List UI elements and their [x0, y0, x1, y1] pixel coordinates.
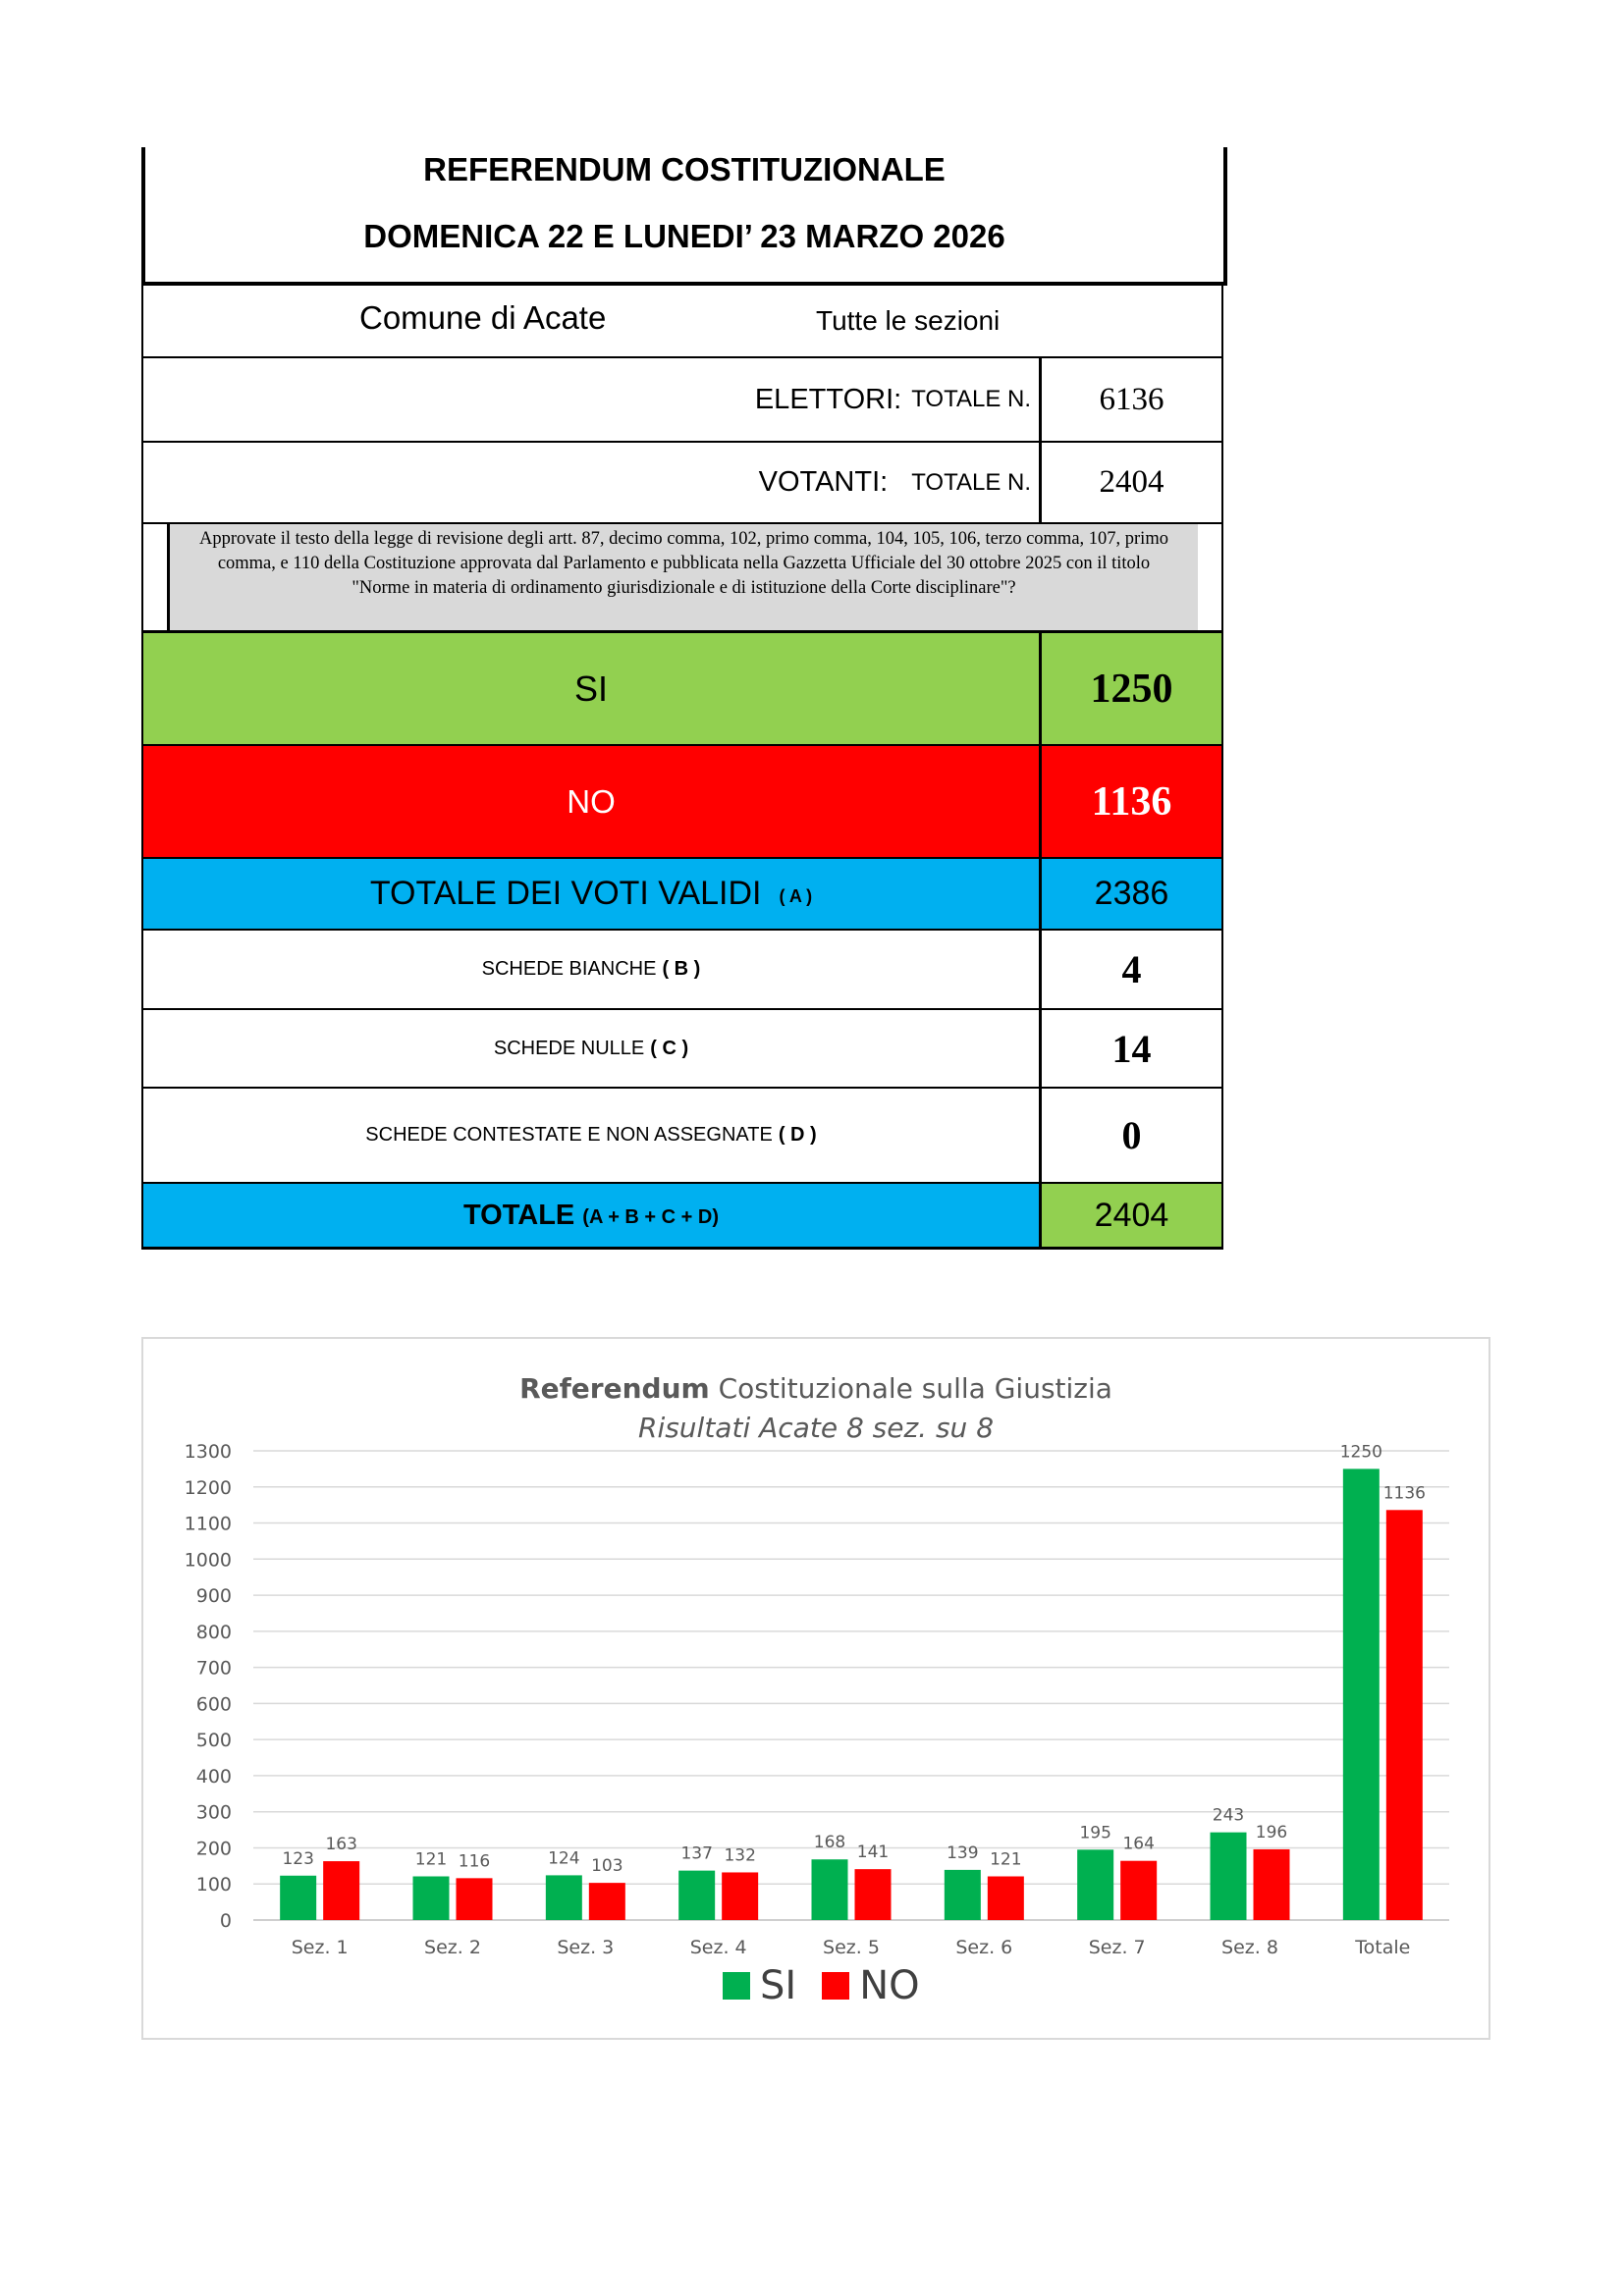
legend-item-si: [723, 1963, 796, 2008]
bar-si: [1343, 1468, 1380, 1920]
y-tick-label: 1000: [184, 1549, 232, 1572]
elettori-label-cell: [143, 358, 1042, 441]
comune-name: Comune di Acate: [359, 299, 607, 336]
data-label: 132: [724, 1845, 756, 1866]
votanti-label-cell: [143, 443, 1042, 522]
bar-chart: [143, 1339, 1489, 2038]
nulle-value-cell: [1042, 1010, 1221, 1087]
elettori-value-cell: [1042, 358, 1221, 441]
votanti-value-cell: [1042, 443, 1221, 522]
bar-si: [678, 1871, 715, 1920]
validi-value-cell: [1042, 859, 1221, 929]
totale-value-cell: [1042, 1184, 1221, 1247]
no-label: NO: [567, 782, 616, 820]
y-tick-label: 200: [195, 1838, 232, 1860]
y-tick-label: 1200: [184, 1476, 232, 1499]
chart-container: [141, 1337, 1490, 2040]
bar-no: [1254, 1849, 1290, 1920]
data-label: 121: [414, 1849, 448, 1870]
totale-label: TOTALE: [462, 1199, 575, 1231]
y-tick-label: 600: [195, 1693, 232, 1716]
validi-label-cell: [143, 859, 1042, 929]
bar-si: [546, 1875, 582, 1920]
data-label: 103: [591, 1856, 623, 1877]
y-tick-label: 500: [195, 1730, 232, 1752]
y-tick-label: 800: [195, 1621, 232, 1643]
validi-row: [141, 859, 1223, 931]
nulle-row: [141, 1010, 1223, 1089]
x-tick-label: Sez. 4: [689, 1937, 747, 1958]
x-tick-label: Sez. 8: [1221, 1937, 1278, 1958]
legend-item-no: [822, 1963, 919, 2008]
elettori-sublabel: TOTALE N.: [911, 386, 1031, 412]
x-tick-label: Sez. 1: [291, 1937, 349, 1958]
data-label: 141: [856, 1842, 890, 1863]
contestate-value: 0: [1121, 1113, 1142, 1157]
bianche-row: [141, 931, 1223, 1010]
elettori-label: ELETTORI:: [754, 383, 902, 415]
data-label: 1136: [1382, 1483, 1426, 1504]
si-value: 1250: [1090, 666, 1173, 712]
bianche-label: SCHEDE BIANCHE: [481, 958, 657, 980]
bar-no: [988, 1877, 1024, 1920]
bar-si: [945, 1870, 981, 1920]
chart-title-rest: Costituzionale sulla Giustizia: [718, 1372, 1112, 1405]
chart-subtitle: Risultati Acate 8 sez. su 8: [637, 1412, 995, 1444]
nulle-tag: ( C ): [650, 1037, 689, 1059]
x-tick-label: Totale: [1355, 1937, 1411, 1958]
si-label: SI: [573, 667, 608, 709]
no-row: [141, 746, 1223, 859]
totale-label-cell: [143, 1184, 1042, 1247]
no-label-cell: [143, 746, 1042, 857]
bianche-value-cell: [1042, 931, 1221, 1008]
chart-title-bold: Referendum: [519, 1372, 710, 1405]
votanti-sublabel: TOTALE N.: [911, 468, 1031, 496]
x-tick-label: Sez. 7: [1088, 1937, 1146, 1958]
y-tick-label: 0: [219, 1910, 232, 1932]
data-label: 123: [282, 1848, 314, 1869]
elettori-value: 6136: [1099, 381, 1164, 417]
totale-tag: (A + B + C + D): [582, 1205, 720, 1228]
contestate-label-cell: [143, 1089, 1042, 1182]
x-tick-label: Sez. 5: [823, 1937, 880, 1958]
nulle-label-cell: [143, 1010, 1042, 1087]
data-label: 121: [990, 1849, 1022, 1870]
data-label: 164: [1122, 1834, 1155, 1854]
si-label-cell: [143, 633, 1042, 744]
legend-swatch-no: [822, 1972, 849, 2000]
results-table: [141, 147, 1223, 1247]
x-tick-label: Sez. 2: [424, 1937, 481, 1958]
quesito-text: Approvate il testo della legge di revisione degli artt. 87, decimo comma, 102, primo comma, 104, 105, 106, terzo comma, 107, primo comma, e 110 della Costituzione approvata dal Parlamento e pubblicata nella Gazzetta Ufficiale del 30 ottobre 2025 con il titolo "Norme in materia di ordinamento giurisdizionale e di istituzione della Corte disciplinare"?: [167, 524, 1198, 630]
x-tick-label: Sez. 3: [557, 1937, 615, 1958]
bar-si: [1211, 1833, 1247, 1920]
data-label: 195: [1079, 1823, 1111, 1843]
data-label: 1250: [1339, 1442, 1382, 1463]
bar-no: [1386, 1510, 1423, 1920]
chart-legend: [723, 1963, 920, 2008]
validi-label: TOTALE DEI VOTI VALIDI: [369, 875, 762, 912]
bianche-value: 4: [1121, 947, 1142, 991]
bar-no: [589, 1883, 625, 1920]
bianche-tag: ( B ): [662, 958, 701, 980]
contestate-tag: ( D ): [778, 1124, 817, 1146]
totale-value: 2404: [1094, 1196, 1169, 1234]
si-row: [141, 633, 1223, 746]
votanti-row: [141, 443, 1223, 524]
referendum-title: REFERENDUM COSTITUZIONALE: [423, 151, 946, 187]
bar-si: [1077, 1849, 1113, 1920]
data-label: 168: [813, 1833, 846, 1853]
bar-no: [323, 1861, 359, 1920]
contestate-row: [141, 1089, 1223, 1184]
bar-si: [280, 1876, 316, 1920]
referendum-date: DOMENICA 22 E LUNEDI’ 23 MARZO 2026: [363, 218, 1005, 254]
validi-value: 2386: [1094, 875, 1169, 912]
data-label: 196: [1255, 1822, 1288, 1842]
legend-label-no: NO: [859, 1963, 920, 2008]
bar-si: [812, 1859, 848, 1920]
si-value-cell: [1042, 633, 1221, 744]
data-label: 124: [548, 1848, 580, 1869]
y-tick-label: 400: [195, 1765, 232, 1788]
table-header: [141, 147, 1227, 286]
contestate-label: SCHEDE CONTESTATE E NON ASSEGNATE: [365, 1124, 773, 1146]
totale-row: [141, 1184, 1223, 1250]
comune-row: [141, 286, 1223, 358]
votanti-value: 2404: [1099, 464, 1164, 500]
nulle-value: 14: [1111, 1026, 1152, 1071]
nulle-label: SCHEDE NULLE: [493, 1037, 645, 1059]
legend-label-si: SI: [760, 1963, 797, 2008]
bar-no: [855, 1869, 892, 1920]
sezioni-label: Tutte le sezioni: [816, 305, 1001, 336]
y-tick-label: 900: [195, 1585, 232, 1608]
contestate-value-cell: [1042, 1089, 1221, 1182]
quesito-row: [141, 524, 1223, 633]
y-tick-label: 300: [195, 1801, 232, 1824]
data-label: 243: [1212, 1805, 1245, 1826]
data-label: 137: [680, 1843, 713, 1864]
x-tick-label: Sez. 6: [955, 1937, 1013, 1958]
data-label: 163: [325, 1835, 357, 1855]
y-tick-label: 700: [195, 1657, 232, 1680]
bianche-label-cell: [143, 931, 1042, 1008]
bar-no: [722, 1872, 758, 1920]
data-label: 139: [947, 1842, 979, 1863]
votanti-label: VOTANTI:: [758, 466, 889, 498]
y-tick-label: 1300: [184, 1441, 232, 1463]
no-value: 1136: [1091, 778, 1172, 825]
no-value-cell: [1042, 746, 1221, 857]
y-tick-label: 1100: [184, 1513, 232, 1535]
bar-si: [413, 1877, 450, 1920]
y-tick-label: 100: [195, 1874, 232, 1896]
data-label: 116: [458, 1851, 491, 1872]
bar-no: [1120, 1861, 1157, 1920]
elettori-row: [141, 358, 1223, 443]
legend-swatch-si: [723, 1972, 750, 2000]
bar-no: [457, 1878, 493, 1920]
validi-tag: ( A ): [779, 886, 813, 906]
